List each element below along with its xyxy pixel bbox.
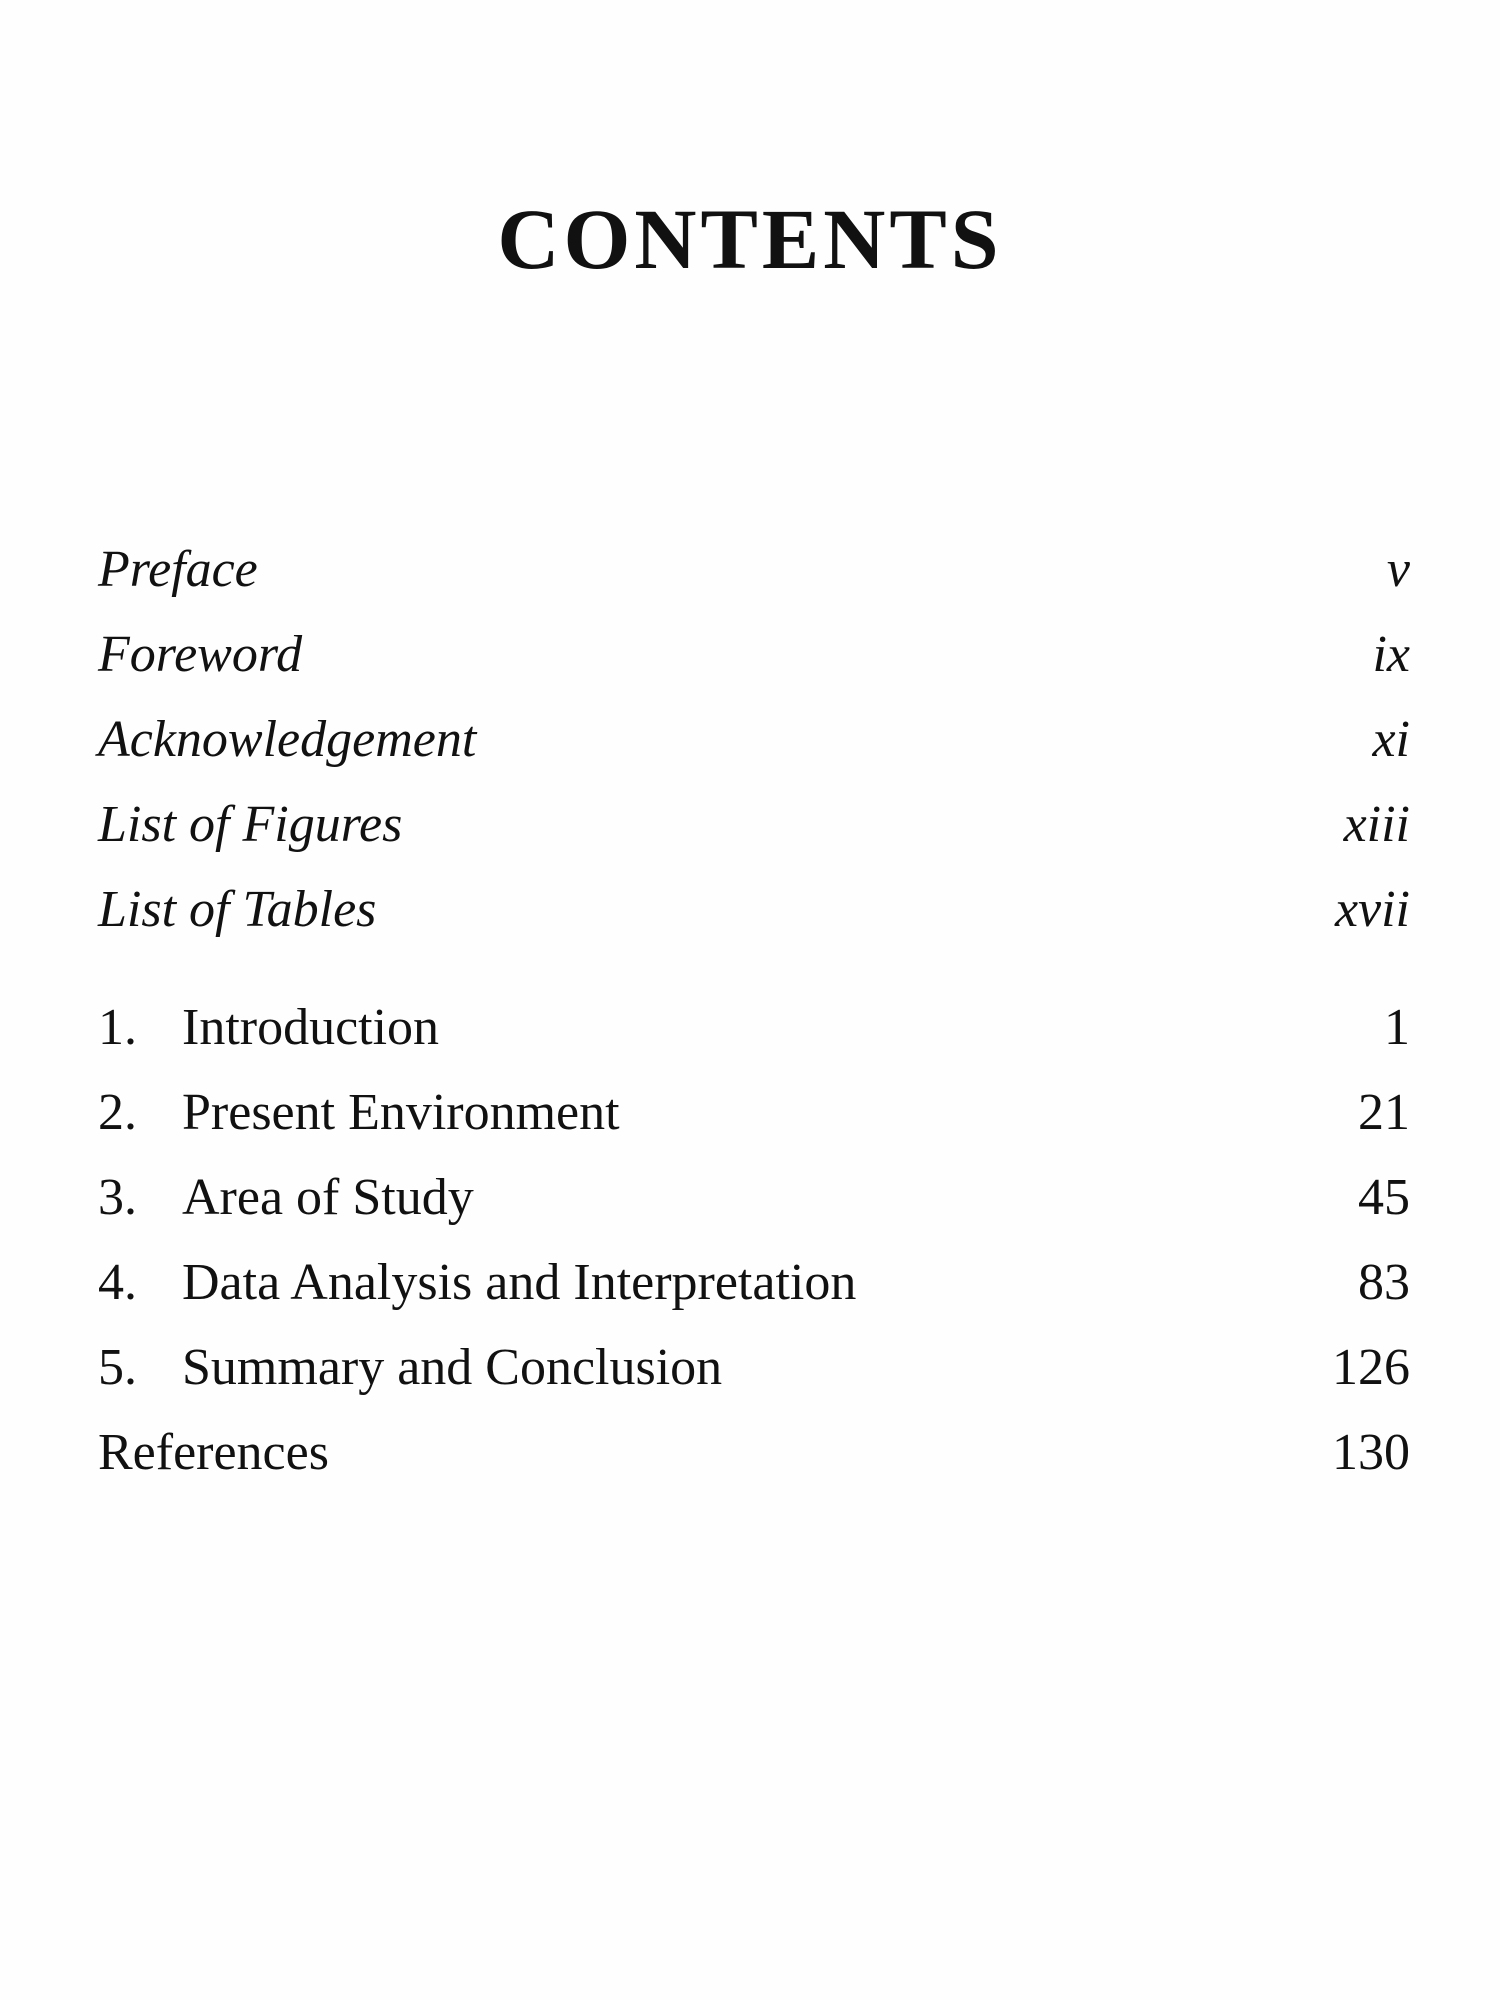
toc-entry-page: 83 <box>1358 1254 1410 1311</box>
toc-entry-page: v <box>1386 541 1410 598</box>
toc-entry-label: Acknowledgement <box>98 711 477 768</box>
chapter-title: Present Environment <box>182 1084 620 1141</box>
chapter-title: Introduction <box>182 999 440 1056</box>
chapter-number: 5. <box>98 1339 137 1396</box>
toc-entry-references[interactable] <box>98 1418 1410 1488</box>
page-title: CONTENTS <box>497 191 1003 287</box>
toc-entry-list-of-tables[interactable] <box>98 875 1410 945</box>
toc-entry-page: xiii <box>1343 796 1410 853</box>
toc-entry-page: 130 <box>1332 1424 1410 1481</box>
chapter-number: 3. <box>98 1169 137 1226</box>
toc-entry-page: 21 <box>1358 1084 1410 1141</box>
toc-entry-page: xi <box>1372 711 1410 768</box>
toc-entry-page: 45 <box>1358 1169 1410 1226</box>
chapter-number: 2. <box>98 1084 137 1141</box>
toc-entry-page: ix <box>1372 626 1410 683</box>
toc-entry-chapter-5[interactable] <box>98 1333 1410 1403</box>
toc-entry-list-of-figures[interactable] <box>98 790 1410 860</box>
toc-entry-text <box>98 993 439 1063</box>
toc-entry-chapter-2[interactable] <box>98 1078 1410 1148</box>
toc-entry-page: 126 <box>1332 1339 1410 1396</box>
chapter-title: Data Analysis and Interpretation <box>182 1254 857 1311</box>
toc-entry-chapter-4[interactable] <box>98 1248 1410 1318</box>
toc-entry-acknowledgement[interactable] <box>98 705 1410 775</box>
toc-entry-label: Preface <box>98 541 258 598</box>
toc-entry-foreword[interactable] <box>98 620 1410 690</box>
toc-entry-chapter-3[interactable] <box>98 1163 1410 1233</box>
chapter-title: Area of Study <box>182 1169 474 1226</box>
toc-entry-text <box>98 1163 474 1233</box>
toc-entry-label: Foreword <box>98 626 303 683</box>
toc-entry-label: References <box>98 1424 329 1481</box>
chapter-number: 4. <box>98 1254 137 1311</box>
toc-entry-label: List of Tables <box>98 881 377 938</box>
toc-entry-text <box>98 1333 722 1403</box>
toc-entry-text <box>98 1078 620 1148</box>
chapter-title: Summary and Conclusion <box>182 1339 723 1396</box>
toc-entry-text <box>98 1248 856 1318</box>
toc-entry-page: xvii <box>1334 881 1410 938</box>
toc-entry-preface[interactable] <box>98 535 1410 605</box>
toc-entry-chapter-1[interactable] <box>98 993 1410 1063</box>
toc-entry-label: List of Figures <box>98 796 403 853</box>
chapter-number: 1. <box>98 999 137 1056</box>
toc-entry-page: 1 <box>1384 999 1410 1056</box>
